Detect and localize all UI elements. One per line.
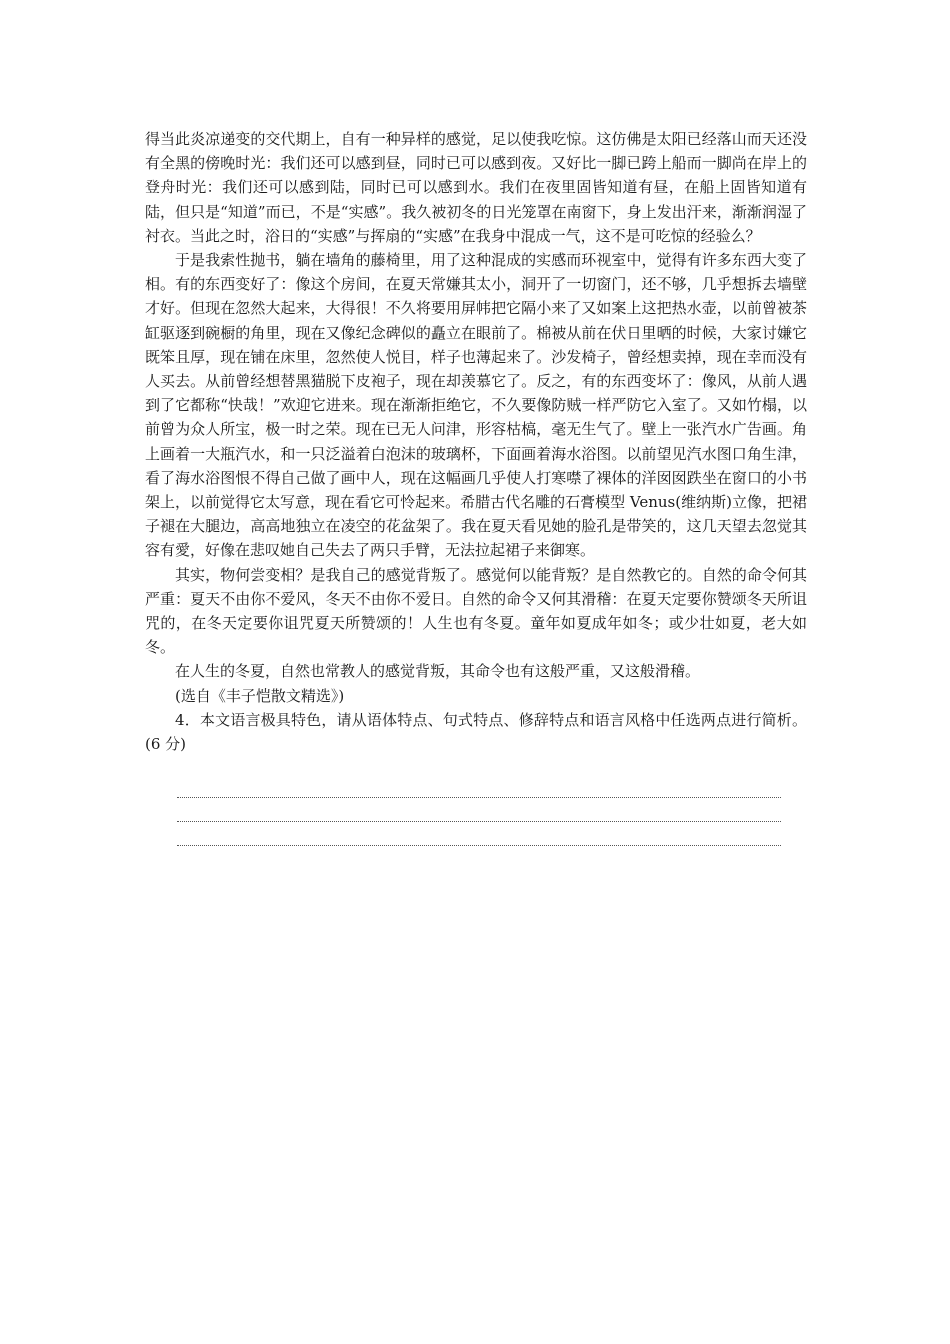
question-4: 4．本文语言极具特色，请从语体特点、句式特点、修辞特点和语言风格中任选两点进行简析。(6 分) <box>145 710 807 754</box>
paragraph-3: 其实，物何尝变相？是我自己的感觉背叛了。感觉何以能背叛？是自然教它的。自然的命令何其严重：夏天不由你不爱风，冬天不由你不爱日。自然的命令又何其滑稽：在夏天定要你赞颂冬天所诅咒的，在冬天定要你诅咒夏天所赞颂的！人生也有冬夏。童年如夏成年如冬；或少壮如夏，老大如冬。 <box>145 565 807 657</box>
answer-line[interactable] <box>177 774 781 798</box>
paragraph-2: 于是我索性抛书，躺在墙角的藤椅里，用了这种混成的实感而环视室中，觉得有许多东西大变了相。有的东西变好了：像这个房间，在夏天常嫌其太小，洞开了一切窗门，还不够，几乎想拆去墙壁才好。但现在忽然大起来，大得很！不久将要用屏帏把它隔小来了又如案上这把热水壶，以前曾被茶缸驱逐到碗橱的角里，现在又像纪念碑似的矗立在眼前了。棉被从前在伏日里晒的时候，大家讨嫌它既笨且厚，现在铺在床里，忽然使人悦目，样子也薄起来了。沙发椅子，曾经想卖掉，现在幸而没有人买去。从前曾经想替黑猫脱下皮袍子，现在却羡慕它了。反之，有的东西变坏了：像风，从前人遇到了它都称“快哉！”欢迎它进来。现在渐渐拒绝它，不久要像防贼一样严防它入室了。又如竹榻，以前曾为众人所宝，极一时之荣。现在已无人问津，形容枯槁，毫无生气了。壁上一张汽水广告画。角上画着一大瓶汽水，和一只泛溢着白泡沫的玻璃杯，下面画着海水浴图。以前望见汽水图口角生津，看了海水浴图恨不得自己做了画中人，现在这幅画几乎使人打寒噤了裸体的洋囡囡跌坐在窗口的小书架上，以前觉得它太写意，现在看它可怜起来。希腊古代名雕的石膏模型 Venus(维纳斯)立像，把裙子褪在大腿边，高高地独立在凌空的花盆架了。我在夏天看见她的脸孔是带笑的，这几天望去忽觉其容有愛，好像在悲叹她自己失去了两只手臂，无法拉起裙子来御寒。 <box>145 251 807 560</box>
document-page <box>145 127 807 846</box>
paragraph-4: 在人生的冬夏，自然也常教人的感觉背叛，其命令也有这般严重，又这般滑稽。 <box>175 662 701 681</box>
paragraph-1: 得当此炎凉递变的交代期上，自有一种异样的感觉，足以使我吃惊。这仿佛是太阳已经落山而天还没有全黑的傍晚时光：我们还可以感到昼，同时已可以感到夜。又好比一脚已跨上船而一脚尚在岸上的登舟时光：我们还可以感到陆，同时已可以感到水。我们在夜里固皆知道有昼，在船上固皆知道有陆，但只是“知道”而已，不是“实感”。我久被初冬的日光笼罩在南窗下，身上发出汗来，渐渐润湿了衬衣。当此之时，浴日的“实感”与挥扇的“实感”在我身中混成一气，这不是可吃惊的经验么？ <box>145 130 807 245</box>
answer-line[interactable] <box>177 798 781 822</box>
source-citation: (选自《丰子恺散文精选》) <box>175 686 345 705</box>
answer-line[interactable] <box>177 822 781 846</box>
answer-area[interactable] <box>177 774 781 846</box>
